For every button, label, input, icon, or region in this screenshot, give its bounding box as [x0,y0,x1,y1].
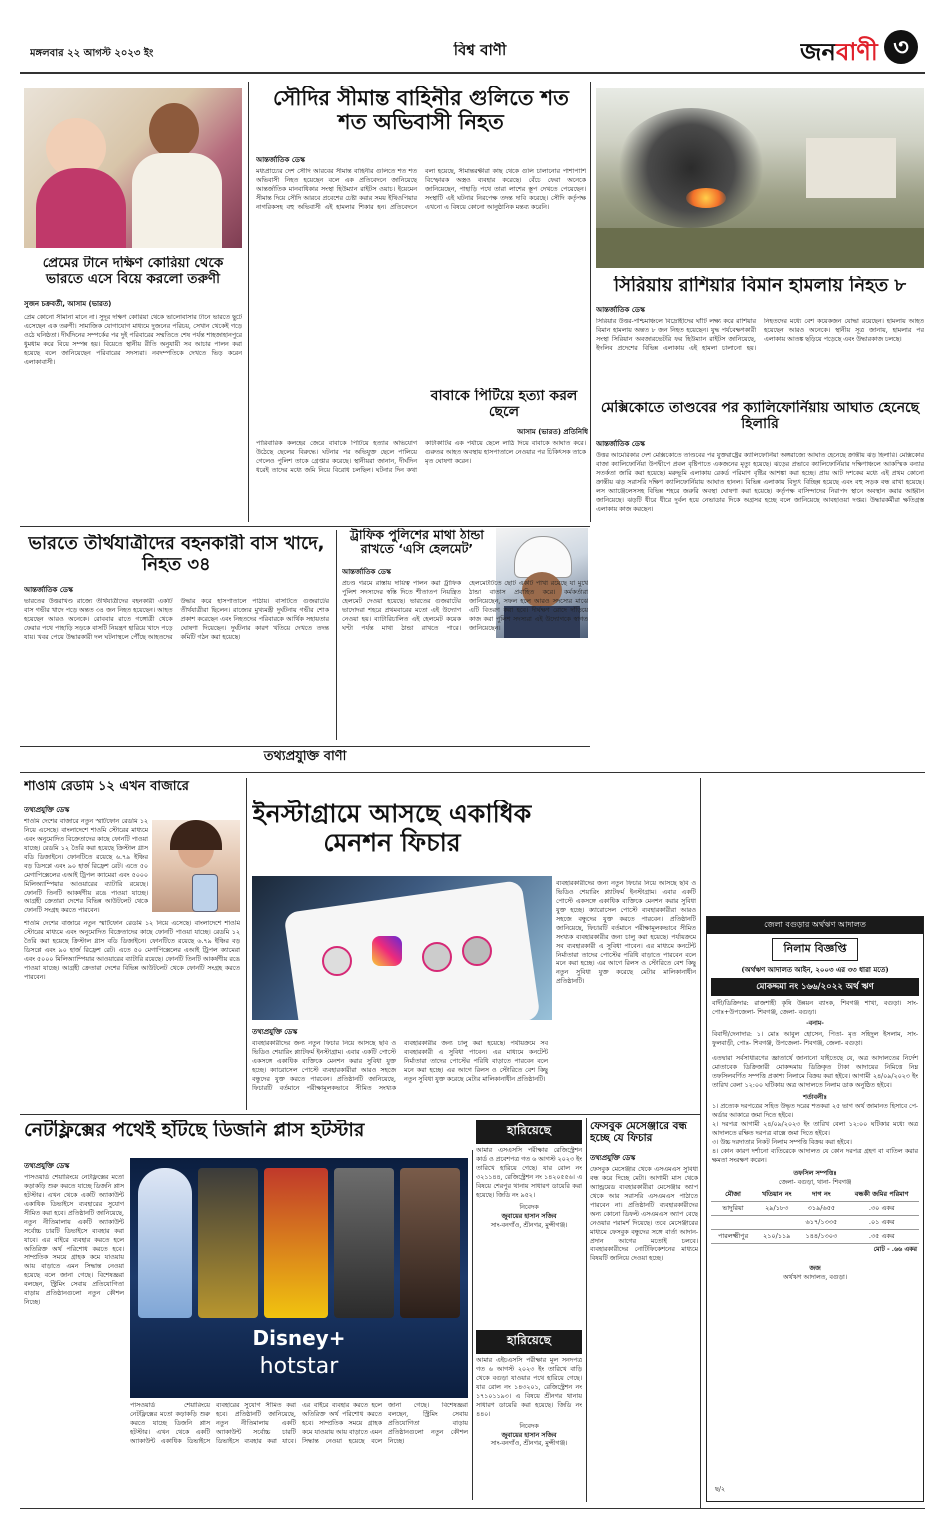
pilgrims-headline: ভারতে তীর্থযাত্রীদের বহনকারী বাস খাদে, নিহত ৩৪ [28,534,325,575]
lost-notice-2 [476,1330,582,1502]
korea-bride-body: প্রেম কোনো সীমানা মানে না। সুদূর দক্ষিণ কোরিয়া থেকে ভালোবাসার টানে ভারতে ছুটে এসেছেন এক তরুণী। সামাজিক যোগাযোগ মাধ্যমে দুজনের পরিচয়, সেখান থেকেই গড়ে ওঠে ঘনিষ্ঠতা। দীর্ঘদিনের সম্পর্কের পর দুই পরিবারের সম্মতিতে শেষ পর্যন্ত শাহজাহানপুরে ধুমধাম করে বিয়ে সম্পন্ন হয়। বিয়েতে স্থানীয় রীতি অনুযায়ী সব আচার পালন করা হয়েছে বলে জানিয়েছেন পরিবারের সদস্যরা। নবদম্পতিকে দেখতে ভিড় করেন এলাকাবাসী। [24,314,242,366]
notice-condition: ৩। উচ্চ দরদাতার নিকট নিলাম সম্পত্তি বিক্রয় করা হইবে। [712,1139,852,1147]
table-cell: ৬১৭/১৩৩৫ [798,1215,844,1229]
table-cell: পারলক্ষ্মীপুর [711,1229,755,1243]
column-rule [700,778,701,1508]
table-cell: ১৪৪/১৩০৩ [798,1229,844,1243]
table-cell: .৩০ একর [844,1201,919,1215]
row-rule [20,772,925,773]
instagram-body-bottom: ব্যবহারকারীদের জন্য নতুন ফিচার নিয়ে আসছে ছবি ও ভিডিও শেয়ারিং প্ল্যাটফর্ম ইনস্টাগ্রাম। এবার একটি পোস্টে একসঙ্গে একাধিক ব্যক্তিকে মেনশন করার সুবিধা যুক্ত হচ্ছে। ক্যারোসেল পোস্টে ব্যবহারকারীরা আরও সহজে বন্ধুদের যুক্ত করতে পারবেন। প্রতিষ্ঠানটি জানিয়েছে, ফিচারটি বর্তমানে পরীক্ষামূলকভাবে সীমিত সংখ্যক ব্যবহারকারীর জন্য চালু করা হয়েছে। পর্যায়ক্রমে সব ব্যবহারকারী এ সুবিধা পাবেন। এর মাধ্যমে কনটেন্ট নির্মাতারা তাদের পোস্টের পরিধি বাড়াতে পারবেন বলে মনে করা হচ্ছে। এর আগে রিলস ও স্টোরিতে বেশ কিছু নতুন সুবিধা যুক্ত করেছে মেটার মালিকানাধীন প্রতিষ্ঠানটি। [252,1040,548,1092]
table-row [711,1201,919,1215]
redmi-body-top: শাওমি দেশের বাজারে নতুন স্মার্টফোন রেডমি ১২ নিয়ে এসেছে। বাংলাদেশে শাওমি স্টোরের মাধ্যমে এবং অনুমোদিত বিক্রেতাদের কাছে ফোনটি পাওয়া যাচ্ছে। রেডমি ১২ তৈরি করা হয়েছে ক্রিস্টাল গ্লাস বডি ডিজাইনে। ফোনটিতে রয়েছে ৬.৭৯ ইঞ্চির বড় ডিসপ্লে এবং ৯০ হার্জ রিফ্রেশ রেট। এতে ৫০ মেগাপিক্সেলের এআই ট্রিপল ক্যামেরা এবং ৫০০০ মিলিঅ্যাম্পিয়ার আওয়ারের ব্যাটারি রয়েছে। ফোনটি তিনটি আকর্ষণীয় রঙে পাওয়া যাচ্ছে। আগ্রহী ক্রেতারা দেশের বিভিন্ন আউটলেট থেকে ফোনটি সংগ্রহ করতে পারবেন। [24,818,148,915]
disney-headline: নেটফ্লিক্সের পথেই হাঁটছে ডিজনি প্লাস হটস্টার [24,1120,365,1141]
notice-condition: ২। দরপত্র আগামী ২৪/০৯/২০২৩ ইং তারিখ বেলা ১২:০০ ঘটিকার মধ্যে অত্র আদালতে রক্ষিত দরপত্র বাক্সে জমা দিতে হইবে। [712,1121,918,1138]
column-rule [586,1118,587,1502]
instagram-byline: তথ্যপ্রযুক্তি ডেস্ক [252,1028,298,1036]
helmet-byline: আন্তর্জাতিক ডেস্ক [342,568,391,576]
saudi-body: মধ্যপ্রাচ্যের দেশ সৌদি আরবের সীমান্ত বাহিনীর গুলিতে শত শত অভিবাসী নিহত হয়েছেন বলে এক প্রতিবেদনে জানিয়েছে আন্তর্জাতিক মানবাধিকার সংস্থা হিউম্যান রাইটস ওয়াচ। ইয়েমেন সীমান্ত দিয়ে সৌদি আরবে প্রবেশের চেষ্টা করার সময় ইথিওপিয়ার নাগরিকসহ বহু অভিবাসী এই হামলার শিকার হন। প্রতিবেদনে বলা হয়েছে, সীমান্তরক্ষীরা কাছ থেকে গুলি চালানোর পাশাপাশি বিস্ফোরক অস্ত্রও ব্যবহার করেছে। বেঁচে ফেরা অনেকে জানিয়েছেন, পাহাড়ি পথে তারা লাশের স্তূপ দেখতে পেয়েছেন। সংস্থাটি এই ঘটনার নিরপেক্ষ তদন্ত দাবি করেছে। সৌদি কর্তৃপক্ষ এখনো এ বিষয়ে কোনো আনুষ্ঠানিক মন্তব্য করেনি। [256,168,586,211]
lost-notice-title: হারিয়েছে [476,1330,582,1354]
father-killed-body: পারিবারিক কলহের জেরে বাবাকে পিটিয়ে হত্যার অভিযোগ উঠেছে ছেলের বিরুদ্ধে। ঘটনার পর অভিযুক্ত ছেলে পালিয়ে গেলেও পুলিশ তাকে গ্রেপ্তার করেছে। স্থানীয়রা জানান, দীর্ঘদিন ধরেই তাদের মধ্যে জমি নিয়ে বিরোধ চলছিল। ঘটনার দিন কথা কাটাকাটির এক পর্যায়ে ছেলে লাঠি দিয়ে বাবাকে আঘাত করে। গুরুতর আহত অবস্থায় হাসপাতালে নেওয়ার পর চিকিৎসক তাকে মৃত ঘোষণা করেন। [256,440,586,474]
father-killed-headline: বাবাকে পিটিয়ে হত্যা করল ছেলে [430,388,578,421]
brand-logo [800,28,920,72]
notice-conditions-head: শর্তাবলীঃ [803,1094,827,1102]
wedding-couple-photo [24,88,242,248]
notice-title: নিলাম বিজ্ঞপ্তি [772,938,857,961]
brand-bani: বাণী [836,38,878,66]
redmi-model-photo [152,820,240,912]
row-rule [20,526,590,527]
table-cell: ২১০/১১৯ [755,1229,798,1243]
schedule-table [711,1188,919,1244]
notice-schedule-location: জেলা- বগুড়া, থানা- শিবগঞ্জ [778,1178,852,1186]
disney-body: পাসওয়ার্ড শেয়ারিংয়ে নেটফ্লিক্সের মতো কড়াকড়ি শুরু করতে যাচ্ছে ডিজনি প্লাস হটস্টার। এখন থেকে একটি অ্যাকাউন্ট একাধিক ডিভাইসে ব্যবহারের সুযোগ সীমিত করা হবে। প্রতিষ্ঠানটি জানিয়েছে, নতুন নীতিমালায় একটি অ্যাকাউন্ট সর্বোচ্চ চারটি ডিভাইসে ব্যবহার করা যাবে। এর বাইরে ব্যবহার করতে হলে অতিরিক্ত অর্থ পরিশোধ করতে হবে। সাম্প্রতিক সময়ে গ্রাহক কমে যাওয়ায় আয় বাড়াতে এমন সিদ্ধান্ত নেওয়া হয়েছে বলে জানা গেছে। বিশেষজ্ঞরা বলছেন, স্ট্রিমিং সেবায় প্রতিযোগিতা বাড়ায় প্রতিষ্ঠানগুলো নতুন কৌশল নিচ্ছে। [24,1174,124,1307]
table-cell [755,1215,798,1229]
table-cell: ৩১৯/৬৫৫ [798,1201,844,1215]
redmi-headline: শাওমি রেডমি ১২ এখন বাজারে [24,780,189,794]
syria-headline: সিরিয়ায় রাশিয়ার বিমান হামলায় নিহত ৮ [613,276,907,296]
notice-body: এতদ্বারা সর্বসাধারণের জ্ঞাতার্থে জানানো যাইতেছে যে, অত্র আদালতের নির্দেশ মোতাবেক ডিক্রিজারী মোকদ্দমায় ডিক্রিকৃত টাকা আদায়ের নিমিত্তে নিম্ন তফসিলবর্ণিত সম্পত্তি প্রকাশ্য নিলামে বিক্রয় করা হইবে। আগামী ২৪/০৯/২০২৩ ইং তারিখ বেলা ১২:০০ ঘটিকায় অত্র আদালতে নিলাম ডাক অনুষ্ঠিত হইবে। [712,1054,918,1089]
auction-notice-box [706,916,924,1502]
father-killed-byline: আসাম (ভারত) প্রতিনিধি [517,428,588,436]
notice-versus: -বনাম- [806,1019,824,1027]
instagram-phone-photo [252,876,552,1020]
section-title: বিশ্ব বাণী [453,42,507,59]
disney-hotstar-poster [130,1158,468,1398]
tech-section-banner: তথ্যপ্রযুক্তি বাণী [263,750,347,764]
instagram-headline: ইনস্টাগ্রামে আসছে একাধিক মেনশন ফিচার [252,800,532,857]
lost-notice-address: সাং-বনগাঁও, শ্রীনগর, মুন্সীগঞ্জ। [490,1440,568,1448]
lost-notice-name: জুবায়ের হাসান সজিব [501,1431,557,1439]
hotstar-logo-text: hotstar [259,1354,339,1379]
saudi-headline: সৌদির সীমান্ত বাহিনীর গুলিতে শত শত অভিবাসী নিহত [273,86,569,135]
pilgrims-byline: আন্তর্জাতিক ডেস্ক [24,586,73,594]
notice-plaintiff: বাদী/ডিক্রিদার: রাজশাহী কৃষি উন্নয়ন ব্যাংক, শিবগঞ্জ শাখা, বগুড়া। সাং-পোঃ+উপজেলা- শিবগঞ্জ, জেলা- বগুড়া। [712,1000,918,1016]
notice-judge: জজ [809,1264,821,1272]
redmi-body: শাওমি দেশের বাজারে নতুন স্মার্টফোন রেডমি ১২ নিয়ে এসেছে। বাংলাদেশে শাওমি স্টোরের মাধ্যমে এবং অনুমোদিত বিক্রেতাদের কাছে ফোনটি পাওয়া যাচ্ছে। রেডমি ১২ তৈরি করা হয়েছে ক্রিস্টাল গ্লাস বডি ডিজাইনে। ফোনটিতে রয়েছে ৬.৭৯ ইঞ্চির বড় ডিসপ্লে এবং ৯০ হার্জ রিফ্রেশ রেট। এতে ৫০ মেগাপিক্সেলের এআই ট্রিপল ক্যামেরা এবং ৫০০০ মিলিঅ্যাম্পিয়ার আওয়ারের ব্যাটারি রয়েছে। ফোনটি তিনটি আকর্ষণীয় রঙে পাওয়া যাচ্ছে। আগ্রহী ক্রেতারা দেশের বিভিন্ন আউটলেট থেকে ফোনটি সংগ্রহ করতে পারবেন। [24,920,240,981]
helmet-headline: ট্রাফিক পুলিশের মাথা ঠান্ডা রাখতে ‘এসি হেলমেট’ [350,528,484,557]
column-rule [246,778,247,1110]
hilary-body: উত্তর আমেরিকার দেশ মেক্সিকোতে তাণ্ডবের পর যুক্তরাষ্ট্রের ক্যালিফোর্নিয়া অঙ্গরাজ্যে আঘাত হেনেছে ক্রান্তীয় ঝড় হিলারি। মেক্সিকোর বাজা ক্যালিফোর্নিয়া উপদ্বীপে প্রবল বৃষ্টিপাতে একজনের মৃত্যু হয়েছে। ঝড়ের প্রভাবে ক্যালিফোর্নিয়ার দক্ষিণাঞ্চলে আকস্মিক বন্যার সতর্কতা জারি করা হয়েছে। মরুভূমি এলাকায় রেকর্ড পরিমাণ বৃষ্টির আশঙ্কা করা হচ্ছে। প্রায় আট দশকের মধ্যে এই প্রথম কোনো ক্রান্তীয় ঝড় সরাসরি দক্ষিণ ক্যালিফোর্নিয়ায় আঘাত হানল। বিভিন্ন এলাকায় বিদ্যুৎ বিচ্ছিন্ন হয়েছে এবং বহু সড়ক বন্ধ রাখা হয়েছে। লস অ্যাঞ্জেলেসসহ বিভিন্ন শহরে জরুরি অবস্থা ঘোষণা করা হয়েছে। কর্তৃপক্ষ বাসিন্দাদের নিরাপদ স্থানে অবস্থান করার আহ্বান জানিয়েছে। ঝড়টি ধীরে ধীরে দুর্বল হয়ে নেভাডার দিকে অগ্রসর হচ্ছে বলে জানিয়েছে আবহাওয়া দপ্তর। উদ্ধারকর্মীরা ক্ষতিগ্রস্ত এলাকায় কাজ করছেন। [596,452,924,513]
notice-defendant: বিবাদী/দেনাদার: ১। মোঃ আবুল হোসেন, পিতা- মৃত সহিদুল ইসলাম, সাং- ফুলবাড়ী, পোঃ- শিবগঞ্জ, উপজেলা- শিবগঞ্জ, জেলা- বগুড়া। [712,1030,918,1047]
table-cell [711,1215,755,1229]
lost-notice-body: আমার এসএসসি পরীক্ষার রেজিস্ট্রেশন কার্ড ও প্রবেশপত্র গত ৬ আগস্ট ২০২৩ ইং তারিখে হারিয়ে গেছে। যার রোল নং ৩২১১৪৪, রেজিস্ট্রেশন নং ১৪২০৫৫৬। এ বিষয়ে শেরপুর থানায় সাধারণ ডায়েরি করা হয়েছে। জিডি নং ৯৫২। [476,1147,582,1199]
schedule-header-row [711,1188,919,1202]
instagram-body: ব্যবহারকারীদের জন্য নতুন ফিচার নিয়ে আসছে ছবি ও ভিডিও শেয়ারিং প্ল্যাটফর্ম ইনস্টাগ্রাম। এবার একটি পোস্টে একসঙ্গে একাধিক ব্যক্তিকে মেনশন করার সুবিধা যুক্ত হচ্ছে। ক্যারোসেল পোস্টে ব্যবহারকারীরা আরও সহজে বন্ধুদের যুক্ত করতে পারবেন। প্রতিষ্ঠানটি জানিয়েছে, ফিচারটি বর্তমানে পরীক্ষামূলকভাবে সীমিত সংখ্যক ব্যবহারকারীর জন্য চালু করা হয়েছে। পর্যায়ক্রমে সব ব্যবহারকারী এ সুবিধা পাবেন। এর মাধ্যমে কনটেন্ট নির্মাতারা তাদের পোস্টের পরিধি বাড়াতে পারবেন বলে মনে করা হচ্ছে। এর আগে রিলস ও স্টোরিতে বেশ কিছু নতুন সুবিধা যুক্ত করেছে মেটার মালিকানাধীন প্রতিষ্ঠানটি। [556,880,696,986]
lost-notice-signed: নিবেদক [519,1203,539,1211]
notice-schedule-head: তফসিল সম্পত্তিঃ [793,1169,837,1177]
airstrike-smoke-photo [596,88,924,268]
pilgrims-body: ভারতের উত্তরাখণ্ড রাজ্যে তীর্থযাত্রীদের বহনকারী একটি বাস গভীর খাদে পড়ে অন্তত ৩৪ জন নিহত হয়েছেন। আহত হয়েছেন আরও অনেকে। রোববার রাতে গঙ্গোত্রী থেকে ফেরার পথে পাহাড়ি সড়কে বাসটি নিয়ন্ত্রণ হারিয়ে খাদে পড়ে যায়। খবর পেয়ে উদ্ধারকারী দল ঘটনাস্থলে পৌঁছে আহতদের উদ্ধার করে হাসপাতালে পাঠায়। বাসটিতে গুজরাটের তীর্থযাত্রীরা ছিলেন। রাজ্যের মুখ্যমন্ত্রী দুর্ঘটনায় গভীর শোক প্রকাশ করেছেন এবং নিহতদের পরিবারকে আর্থিক সহায়তার ঘোষণা দিয়েছেন। দুর্ঘটনার কারণ খতিয়ে দেখতে তদন্ত কমিটি গঠন করা হয়েছে। [24,598,329,641]
redmi-byline: তথ্যপ্রযুক্তি ডেস্ক [24,806,70,814]
schedule-col-header: দাগ নং [798,1188,844,1202]
messenger-byline: তথ্যপ্রযুক্তি ডেস্ক [590,1154,636,1162]
notice-condition: ১। প্রত্যেক দরপত্রের সহিত উদ্ধৃত দরের শতকরা ২৫ ভাগ অর্থ জামানত হিসাবে পে-অর্ডার আকারে জমা দিতে হইবে। [712,1103,918,1120]
disney-logo-text: Disney+ [252,1326,346,1350]
korea-bride-byline: সুজন চক্রবর্তী, আসাম (ভারত) [24,300,112,308]
row-rule [20,746,590,747]
table-cell: .৩৫ একর [844,1229,919,1243]
hilary-headline: মেক্সিকোতে তাণ্ডবের পর ক্যালিফোর্নিয়ায় আঘাত হেনেছে হিলারি [600,400,920,433]
syria-byline: আন্তর্জাতিক ডেস্ক [596,306,645,314]
table-cell: ভাদুরিয়া [711,1201,755,1215]
syria-body: সিরিয়ার উত্তর-পশ্চিমাঞ্চলে বিদ্রোহীদের ঘাঁটি লক্ষ্য করে রাশিয়ার বিমান হামলায় অন্তত ৮ জন নিহত হয়েছেন। যুদ্ধ পর্যবেক্ষণকারী সংস্থা সিরিয়ান অবজারভেটরি ফর হিউম্যান রাইটস জানিয়েছে, ইদলিব প্রদেশের বিভিন্ন এলাকায় এই হামলা চালানো হয়। নিহতদের মধ্যে বেশ কয়েকজন যোদ্ধা রয়েছেন। হামলায় আহত হয়েছেন আরও অনেকে। স্থানীয় সূত্র জানায়, হামলার পর এলাকায় আতঙ্ক ছড়িয়ে পড়েছে এবং উদ্ধারকাজ চলছে। [596,318,924,352]
lost-notice-signed: নিবেদক [519,1422,539,1430]
hilary-byline: আন্তর্জাতিক ডেস্ক [596,440,645,448]
table-cell: ২৯/১৮৩ [755,1201,798,1215]
notice-condition: ৪। কোন কারণ দর্শানো ব্যতিরেকে আদালত যে কোন দরপত্র গ্রহণ বা বাতিল করার ক্ষমতা সংরক্ষণ করেন। [712,1148,918,1164]
issue-date: মঙ্গলবার ২২ আগস্ট ২০২৩ ইং [30,48,154,59]
notice-law-ref: (অর্থঋণ আদালত আইন, ২০০৩ এর ৩৩ ধারা মতে) [741,965,889,974]
footer-rule [20,1508,925,1509]
notice-judge-court: অর্থঋণ আদালত, বগুড়া। [782,1273,848,1281]
lost-notice-title: হারিয়েছে [476,1120,582,1144]
lost-notice-address: সাং-বনগাঁও, শ্রীনগর, মুন্সীগঞ্জ। [490,1221,568,1229]
column-rule [472,1150,473,1500]
notice-case-no: মোকদ্দমা নং ১৬৬/২০২২ অর্থ ঋণ [711,978,919,996]
row-rule [20,1114,700,1115]
notice-total: মোট - .৬৬ একর [873,1245,917,1253]
table-cell: .০১ একর [844,1215,919,1229]
column-rule [336,530,337,740]
table-row [711,1229,919,1243]
lost-notice-body: আমার এইচএসসি পরীক্ষার মূল সনদপত্র গত ৬ আগস্ট ২০২৩ ইং তারিখে বাড়ি থেকে বগুড়া যাওয়ার পথে হারিয়ে গেছে। যার রোল নং ১৪৩২০১, রেজিস্ট্রেশন নং ১৭১০১১৯৩। এ বিষয়ে শ্রীনগর থানায় সাধারণ ডায়েরি করা হয়েছে। জিডি নং ৪৪০। [476,1357,582,1418]
saudi-byline: আন্তর্জাতিক ডেস্ক [256,156,305,164]
masthead-rule [20,72,925,74]
disney-byline: তথ্যপ্রযুক্তি ডেস্ক [24,1162,70,1170]
column-rule [590,82,591,522]
table-row [711,1215,919,1229]
page-number-badge: ৩ [884,30,918,64]
lost-notice-1 [476,1120,582,1326]
brand-jana: জন [800,38,836,66]
messenger-body: ফেসবুক মেসেঞ্জার থেকে এসএমএস সুবিধা বন্ধ করে দিচ্ছে মেটা। আগামী মাস থেকে অ্যান্ড্রয়েড ব্যবহারকারীরা মেসেঞ্জার অ্যাপ থেকে আর সরাসরি এসএমএস পাঠাতে পারবেন না। প্রতিষ্ঠানটি ব্যবহারকারীদের অন্য কোনো ডিফল্ট এসএমএস অ্যাপ বেছে নেওয়ার পরামর্শ দিয়েছে। তবে মেসেঞ্জারের মাধ্যমে ফেসবুক বন্ধুদের সঙ্গে বার্তা আদান-প্রদান আগের মতোই চলবে। ব্যবহারকারীদের নোটিফিকেশনের মাধ্যমে বিষয়টি জানিয়ে দেওয়া হচ্ছে। [590,1166,698,1263]
disney-body-bottom: পাসওয়ার্ড শেয়ারিংয়ে নেটফ্লিক্সের মতো কড়াকড়ি শুরু করতে যাচ্ছে ডিজনি প্লাস হটস্টার। এখন থেকে একটি অ্যাকাউন্ট একাধিক ডিভাইসে ব্যবহারের সুযোগ সীমিত করা হবে। প্রতিষ্ঠানটি জানিয়েছে, নতুন নীতিমালায় একটি অ্যাকাউন্ট সর্বোচ্চ চারটি ডিভাইসে ব্যবহার করা যাবে। এর বাইরে ব্যবহার করতে হলে অতিরিক্ত অর্থ পরিশোধ করতে হবে। সাম্প্রতিক সময়ে গ্রাহক কমে যাওয়ায় আয় বাড়াতে এমন সিদ্ধান্ত নেওয়া হয়েছে বলে জানা গেছে। বিশেষজ্ঞরা বলছেন, স্ট্রিমিং সেবায় প্রতিযোগিতা বাড়ায় প্রতিষ্ঠানগুলো নতুন কৌশল নিচ্ছে। [130,1402,468,1445]
messenger-headline: ফেসবুক মেসেঞ্জারে বন্ধ হচ্ছে যে ফিচার [590,1120,687,1145]
schedule-col-header: খতিয়ান নং [755,1188,798,1202]
column-rule [248,82,249,522]
notice-court: জেলা বগুড়ার অর্থঋণ আদালত [707,917,923,934]
korea-bride-headline: প্রেমের টানে দক্ষিণ কোরিয়া থেকে ভারতে এসে বিয়ে করলো তরুণী [42,256,224,287]
schedule-col-header: বন্ধকী জমির পরিমাণ [844,1188,919,1202]
helmet-body: প্রচণ্ড গরমে রাস্তায় দায়িত্ব পালন করা ট্রাফিক পুলিশ সদস্যদের স্বস্তি দিতে শীতাতপ নিয়ন্ত্রিত হেলমেট দেওয়া হয়েছে। ভারতের গুজরাটের ভাদোদরা শহরে প্রথমবারের মতো এই উদ্যোগ নেওয়া হয়। ব্যাটারিচালিত এই হেলমেট কয়েক ঘণ্টা পর্যন্ত মাথা ঠান্ডা রাখতে পারে। হেলমেটটিতে ছোট একটি পাখা রয়েছে যা মুখে ঠান্ডা বাতাস প্রবাহিত করে। কর্মকর্তারা জানিয়েছেন, সফল হলে আরও সদস্যের মাঝে এটি বিতরণ করা হবে। দীর্ঘক্ষণ রোদে দাঁড়িয়ে কাজ করা পুলিশ সদস্যরা এই উদ্যোগকে স্বাগত জানিয়েছেন। [342,580,588,632]
notice-code: ছ/২ [715,1486,726,1494]
schedule-col-header: মৌজা [711,1188,755,1202]
lost-notice-name: জুবায়ের হাসান সজিব [501,1212,557,1220]
